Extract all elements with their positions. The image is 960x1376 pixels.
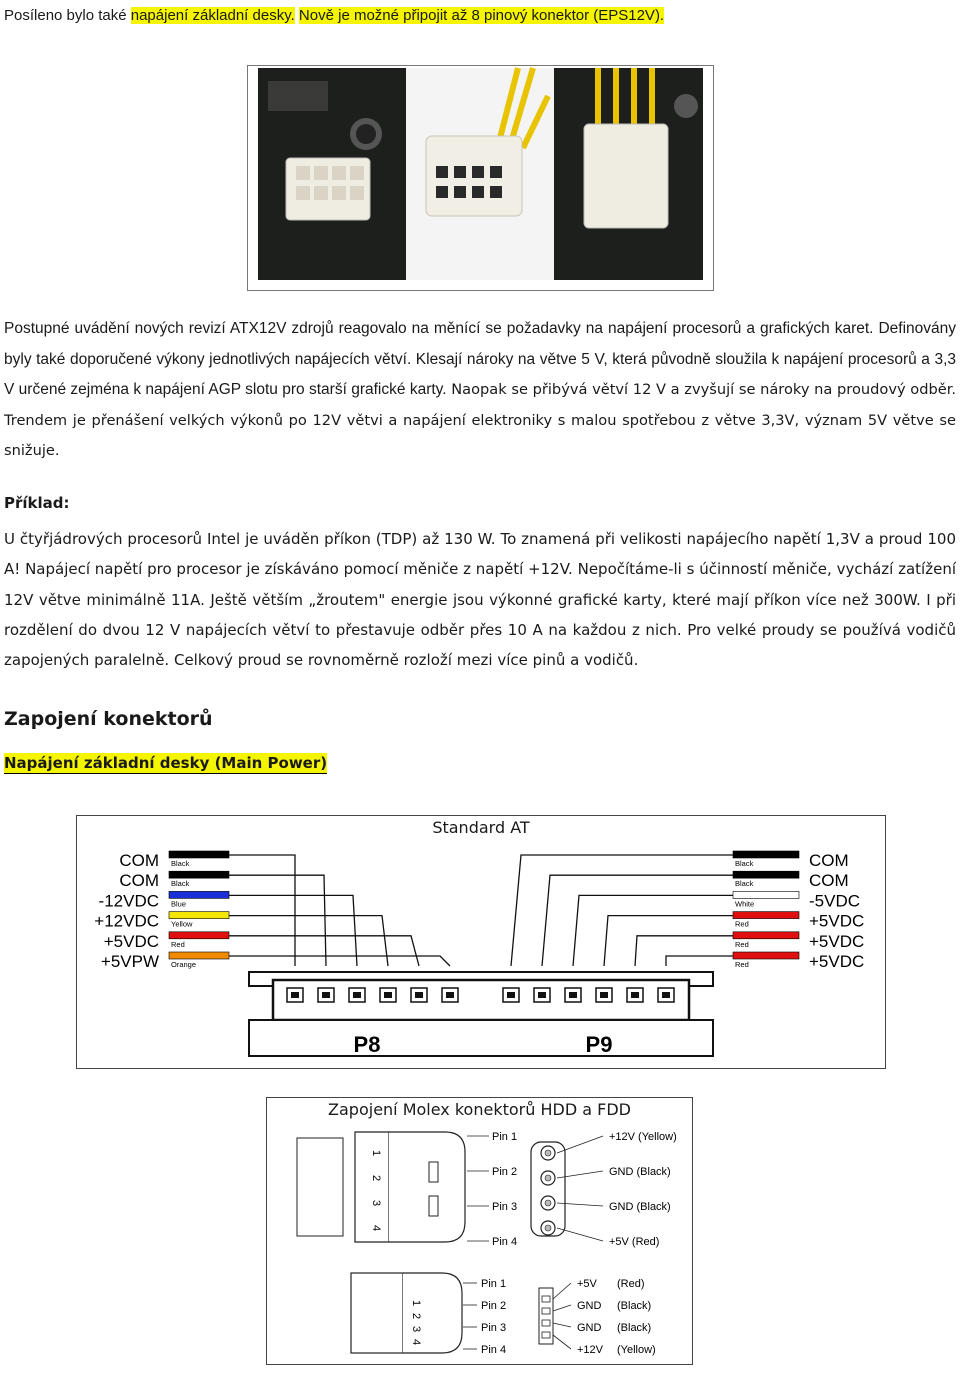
example-paragraph bbox=[4, 496, 956, 677]
example-text: U čtyřjádrových procesorů Intel je uváděn příkon (TDP) až 130 W. To znamená při velikosti napájecího napětí 1,3V a proud 100 A! Napájecí napětí pro procesor je získáváno pomocí měniče z napětí +12V. Nepočítáme-li s účinností měniče, vychází zatížení 12V větve minimálně 11A. Ještě větším „žroutem" energie jsou výkonné grafické karty, které mají příkon více než 300W. I při rozdělení do dvou 12 V napájecích větví to přestavuje odběr přes 10 A na každou z nich. Pro velké proudy se používá vodičů zapojených paralelně. Celkový proud se rovnoměrně rozloží mezi více pinů a vodičů. bbox=[4, 530, 956, 670]
p8-signal-label: COM bbox=[119, 871, 159, 891]
main-paragraph-part-1: Postupné uvádění nových revizí ATX12V zdrojů reagovalo na měnící se požadavky na napájení procesorů a grafických karet. Definovány byly také doporučené výkony jednotlivých napájecích větví. Klesají nároky na větve 5 V, která původně sloužila k napájení procesorů a 3,3 V určené zejména k napájení AGP slotu pro starší grafické karty. bbox=[4, 320, 956, 398]
p8-pin-contact bbox=[291, 992, 299, 998]
p8-pin-contact bbox=[353, 992, 361, 998]
p9-wire-name: White bbox=[735, 899, 755, 909]
hdd-pin-number: 3 bbox=[370, 1200, 382, 1207]
fdd-pin-signal: +12V bbox=[577, 1344, 603, 1356]
p9-wire-color-bar bbox=[733, 851, 799, 858]
p9-wire-name: Red bbox=[735, 939, 749, 949]
hdd-pin-description: GND (Black) bbox=[609, 1166, 671, 1178]
fdd-pin-number: 1 bbox=[410, 1300, 422, 1307]
p8-wire-color-bar bbox=[169, 851, 229, 858]
section-heading: Zapojení konektorů bbox=[4, 708, 213, 730]
molex-diagram bbox=[267, 1098, 692, 1364]
p8-wire bbox=[229, 855, 295, 966]
p9-wire-name: Black bbox=[735, 859, 754, 868]
connector-photo bbox=[247, 65, 714, 291]
p8-pin-contact bbox=[322, 992, 330, 998]
at-connector-figure bbox=[76, 815, 886, 1069]
p8-signal-label: +5VPW bbox=[100, 952, 159, 971]
at-connector-diagram bbox=[77, 816, 885, 1068]
hdd-pin-label: Pin 4 bbox=[492, 1236, 518, 1248]
p9-wire bbox=[604, 916, 733, 966]
intro-paragraph bbox=[4, 2, 954, 30]
hdd-pin-label: Pin 2 bbox=[492, 1166, 518, 1178]
at-figure-title: Standard AT bbox=[432, 818, 530, 837]
p9-signal-label: COM bbox=[809, 871, 849, 891]
fdd-pin-contact bbox=[542, 1332, 550, 1338]
p9-signal-label: +5VDC bbox=[809, 931, 865, 951]
p9-pin-contact bbox=[538, 992, 546, 998]
p9-wire-color-bar bbox=[733, 912, 799, 919]
p9-signal-label: +5VDC bbox=[809, 952, 865, 971]
p9-wire-color-bar bbox=[733, 891, 799, 898]
p8-signal-label: COM bbox=[119, 851, 159, 870]
fdd-pin-label: Pin 4 bbox=[481, 1344, 507, 1356]
p9-wire bbox=[635, 936, 733, 966]
fdd-pin-label: Pin 2 bbox=[481, 1300, 507, 1312]
intro-highlight-a: napájení základní desky. bbox=[130, 7, 295, 24]
p9-wire-name: Red bbox=[735, 960, 749, 969]
p8-wire-color-bar bbox=[169, 952, 229, 959]
p8-pin-contact bbox=[384, 992, 392, 998]
fdd-pin-contact bbox=[542, 1296, 550, 1302]
fdd-pin-signal: GND bbox=[577, 1300, 602, 1312]
p8-signal-label: +5VDC bbox=[103, 931, 159, 951]
p8-wire-color-bar bbox=[169, 932, 229, 939]
fdd-pin-contact bbox=[542, 1320, 550, 1326]
hdd-pin-number: 1 bbox=[370, 1150, 382, 1157]
fdd-pin-color: (Black) bbox=[617, 1322, 652, 1334]
p8-wire bbox=[229, 936, 419, 966]
molex-figure-title: Zapojení Molex konektorů HDD a FDD bbox=[328, 1100, 631, 1119]
p9-pin-contact bbox=[600, 992, 608, 998]
fdd-pin-color: (Black) bbox=[617, 1300, 652, 1312]
p9-wire bbox=[511, 855, 733, 966]
p9-pin-contact bbox=[631, 992, 639, 998]
intro-text-a: Posíleno bylo také bbox=[4, 7, 131, 24]
fdd-pin-label: Pin 3 bbox=[481, 1322, 507, 1334]
p9-wire-color-bar bbox=[733, 871, 799, 878]
p8-wire-name: Blue bbox=[171, 899, 187, 909]
fdd-pin-color: (Red) bbox=[617, 1278, 645, 1290]
p8-pin-contact bbox=[446, 992, 454, 998]
fdd-pin-label: Pin 1 bbox=[481, 1278, 507, 1290]
p8-signal-label: -12VDC bbox=[98, 891, 159, 911]
p9-wire bbox=[666, 956, 733, 966]
subsection-heading: Napájení základní desky (Main Power) bbox=[4, 754, 328, 772]
p8-pin-contact bbox=[415, 992, 423, 998]
p9-signal-label: +5VDC bbox=[809, 911, 865, 931]
p9-wire-name: Black bbox=[735, 879, 754, 889]
p8-wire-name: Black bbox=[171, 859, 190, 868]
example-label: Příklad: bbox=[4, 494, 70, 512]
p8-wire-name: Black bbox=[171, 879, 190, 889]
fdd-pin-number: 2 bbox=[410, 1313, 422, 1320]
p8-label: P8 bbox=[353, 1032, 381, 1057]
fdd-pin-color: (Yellow) bbox=[617, 1344, 656, 1356]
p9-wire-name: Red bbox=[735, 919, 749, 929]
p9-label: P9 bbox=[585, 1032, 613, 1057]
p8-wire-color-bar bbox=[169, 912, 229, 919]
p9-wire bbox=[542, 875, 733, 966]
main-paragraph bbox=[4, 314, 956, 467]
hdd-pin-number: 2 bbox=[370, 1175, 382, 1182]
p9-wire-color-bar bbox=[733, 932, 799, 939]
p8-wire-name: Yellow bbox=[171, 919, 193, 929]
intro-highlight-b: Nově je možné připojit až 8 pinový konektor (EPS12V). bbox=[298, 7, 665, 24]
fdd-pin-number: 3 bbox=[410, 1326, 422, 1333]
p8-wire-color-bar bbox=[169, 871, 229, 878]
hdd-pin-description: +5V (Red) bbox=[609, 1236, 660, 1248]
fdd-pin-signal: +5V bbox=[577, 1278, 597, 1290]
p8-wire bbox=[229, 875, 326, 966]
p8-wire bbox=[229, 916, 388, 966]
hdd-pin-label: Pin 3 bbox=[492, 1201, 518, 1213]
hdd-pin-description: GND (Black) bbox=[609, 1201, 671, 1213]
p9-pin-contact bbox=[662, 992, 670, 998]
fdd-pin-contact bbox=[542, 1308, 550, 1314]
p9-wire-color-bar bbox=[733, 952, 799, 959]
p9-signal-label: COM bbox=[809, 851, 849, 870]
p8-wire-name: Red bbox=[171, 939, 185, 949]
fdd-pin-signal: GND bbox=[577, 1322, 602, 1334]
hdd-pin-label: Pin 1 bbox=[492, 1131, 518, 1143]
hdd-pin-number: 4 bbox=[370, 1225, 382, 1232]
p9-pin-contact bbox=[569, 992, 577, 998]
hdd-pin-description: +12V (Yellow) bbox=[609, 1131, 677, 1143]
p8-signal-label: +12VDC bbox=[94, 911, 159, 931]
p8-wire-color-bar bbox=[169, 891, 229, 898]
p8-wire-name: Orange bbox=[171, 960, 197, 969]
p9-signal-label: -5VDC bbox=[809, 891, 861, 911]
fdd-pin-number: 4 bbox=[410, 1339, 422, 1346]
molex-connector-figure bbox=[266, 1097, 693, 1365]
main-paragraph-part-2: Naopak se přibývá větví 12 V a zvyšují se nároky na proudový odběr. Trendem je přenášení velkých výkonů po 12V větvi a napájení elektroniky s malou spotřebou z větve 3,3V, význam 5V větve se snižuje. bbox=[4, 381, 956, 459]
p9-pin-contact bbox=[507, 992, 515, 998]
